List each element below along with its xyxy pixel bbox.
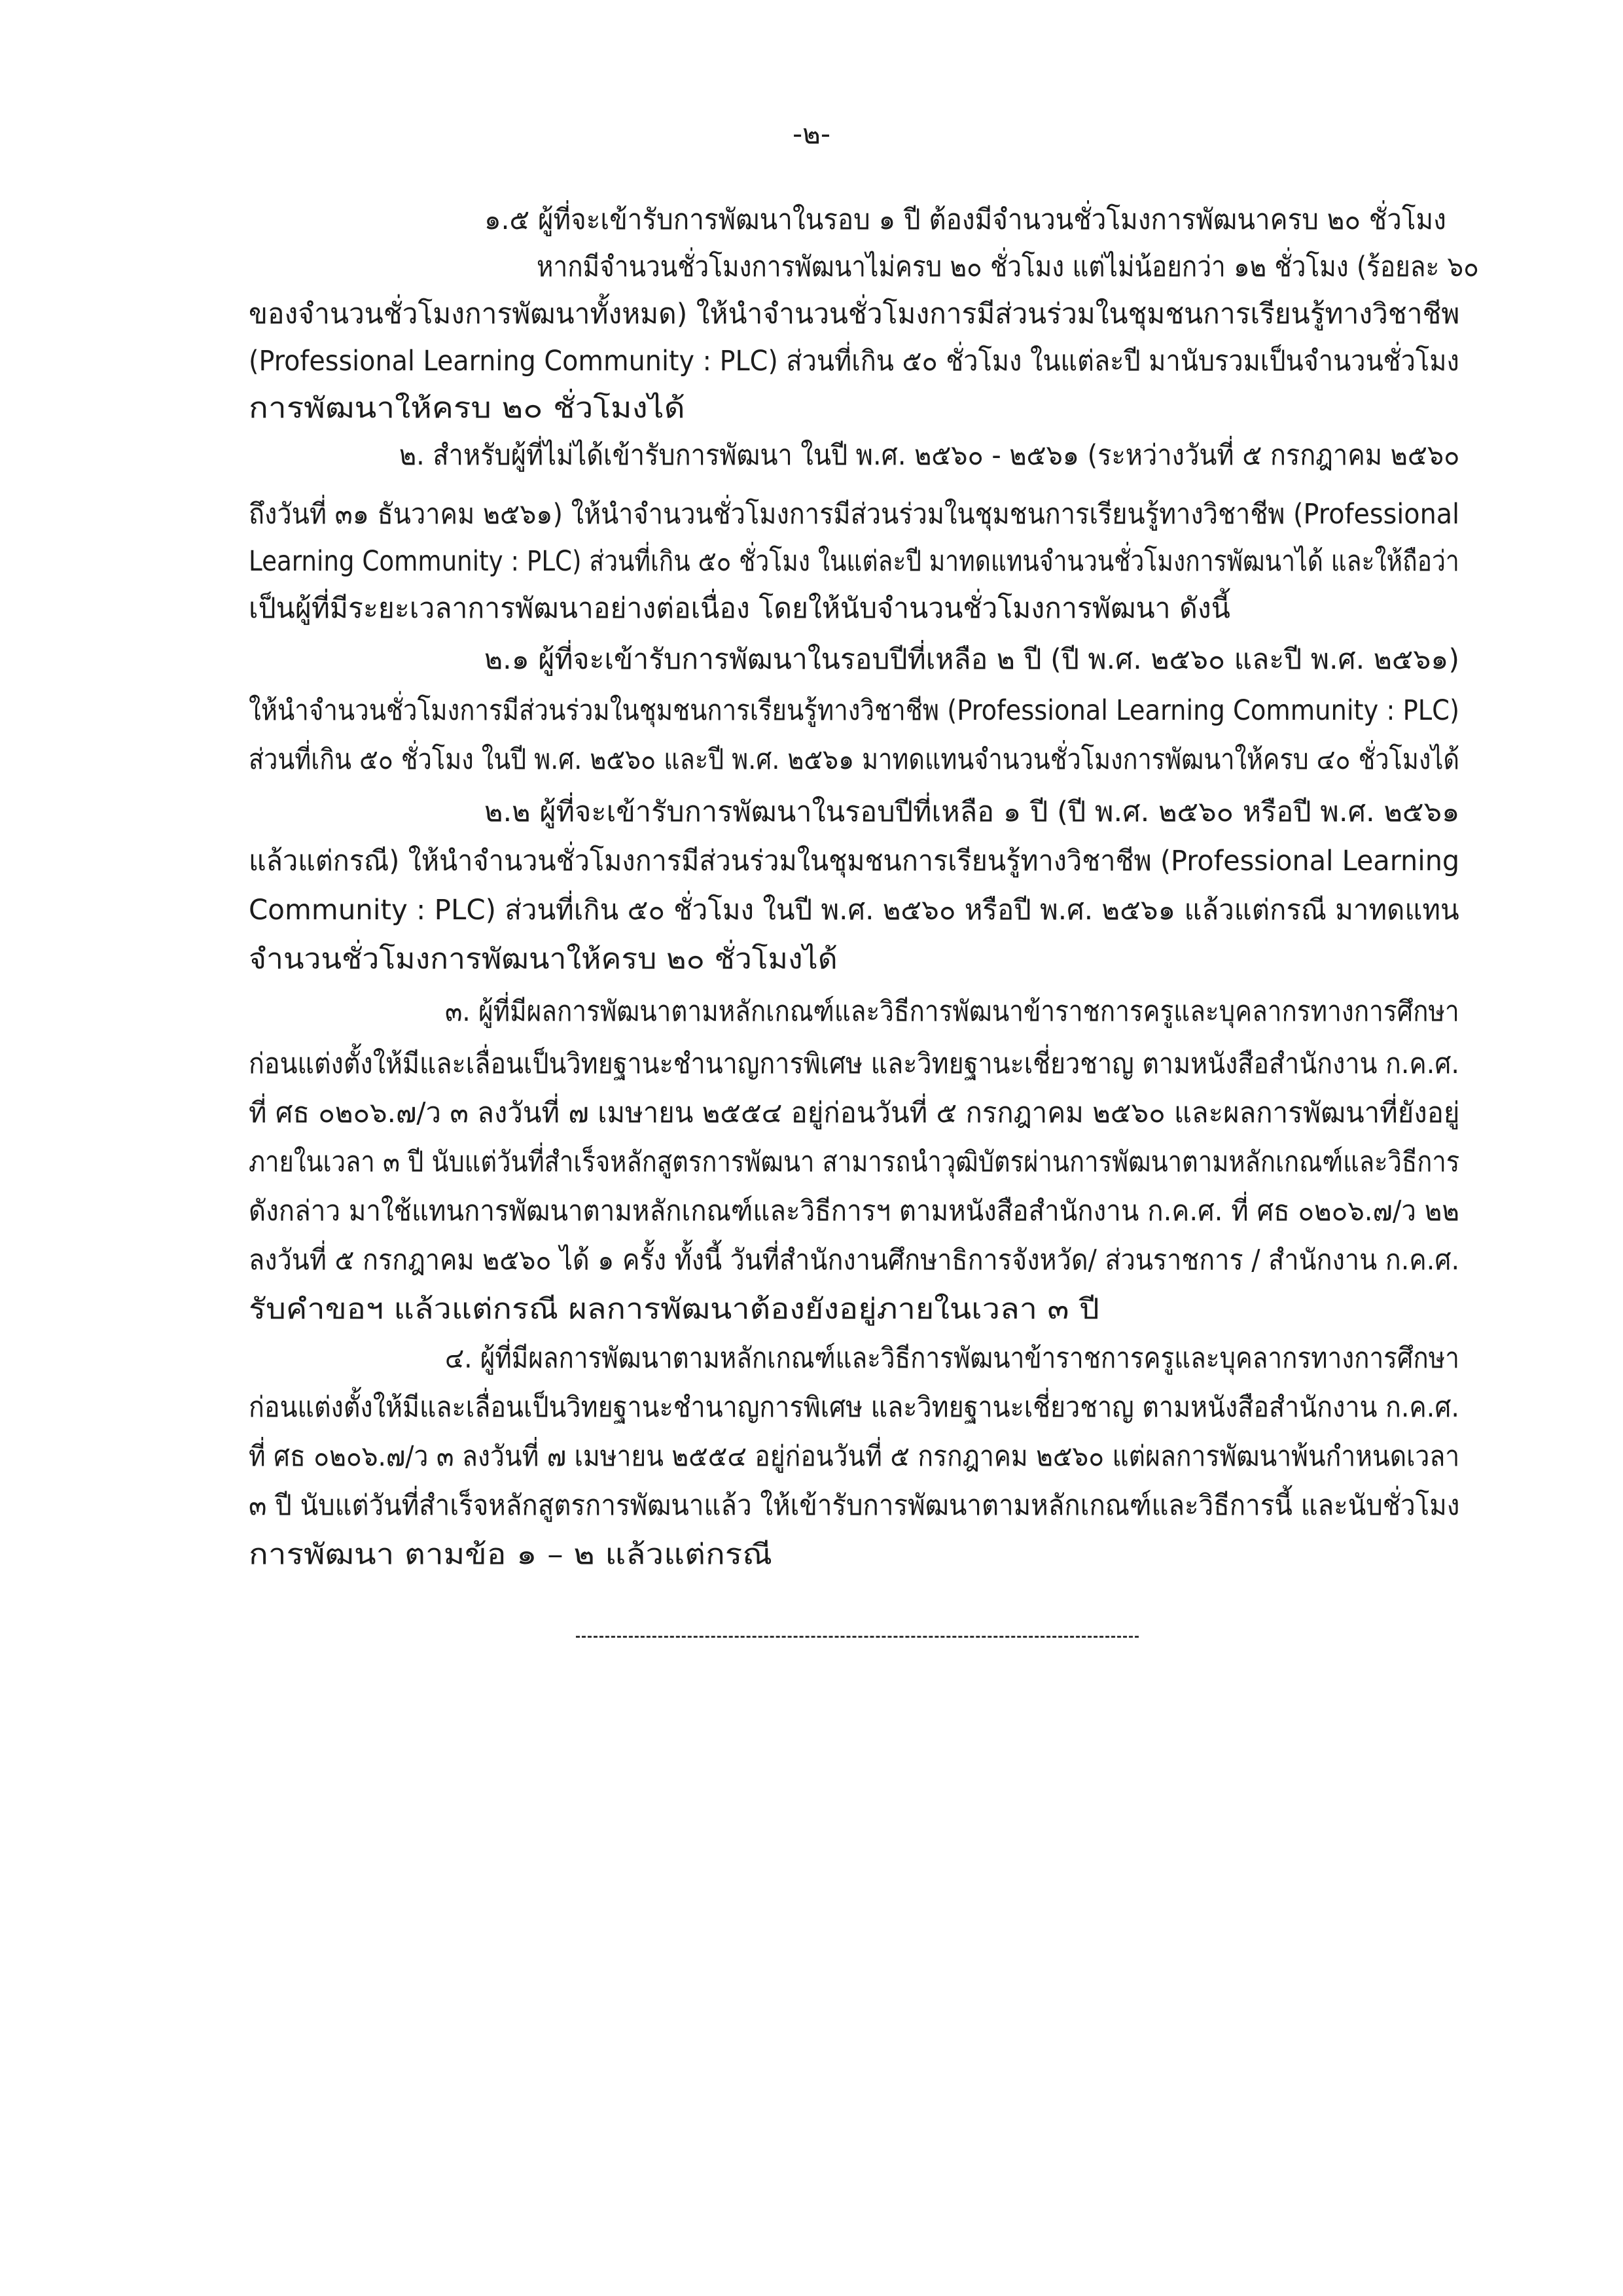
item-1-5-line-2: หากมีจำนวนชั่วโมงการพัฒนาไม่ครบ ๒๐ ชั่วโมง แต่ไม่น้อยกว่า ๑๒ ชั่วโมง (ร้อยละ ๖๐ xyxy=(537,251,1479,283)
item-2-line-1: ๒. สำหรับผู้ที่ไม่ได้เข้ารับการพัฒนา ในปี พ.ศ. ๒๕๖๐ - ๒๕๖๑ (ระหว่างวันที่ ๕ กรกฎาคม ๒๕๖๐ xyxy=(399,439,1460,472)
item-4-line-2: ก่อนแต่งตั้งให้มีและเลื่อนเป็นวิทยฐานะชำนาญการพิเศษ และวิทยฐานะเชี่ยวชาญ ตามหนังสือสำนักงาน ก.ค.ศ. xyxy=(249,1391,1459,1424)
end-divider xyxy=(576,1636,1139,1638)
item-4-line-4: ๓ ปี นับแต่วันที่สำเร็จหลักสูตรการพัฒนาแล้ว ให้เข้ารับการพัฒนาตามหลักเกณฑ์และวิธีการนี้ และนับชั่วโมง xyxy=(249,1489,1460,1522)
item-2-line-4: เป็นผู้ที่มีระยะเวลาการพัฒนาอย่างต่อเนื่อง โดยให้นับจำนวนชั่วโมงการพัฒนา ดังนี้ xyxy=(249,592,1230,625)
item-2-line-2: ถึงวันที่ ๓๑ ธันวาคม ๒๕๖๑) ให้นำจำนวนชั่วโมงการมีส่วนร่วมในชุมชนการเรียนรู้ทางวิชาชีพ (Professional xyxy=(249,498,1460,531)
item-1-5-line-1: ๑.๕ ผู้ที่จะเข้ารับการพัฒนาในรอบ ๑ ปี ต้องมีจำนวนชั่วโมงการพัฒนาครบ ๒๐ ชั่วโมง xyxy=(484,203,1446,236)
item-2-2-line-1: ๒.๒ ผู้ที่จะเข้ารับการพัฒนาในรอบปีที่เหลือ ๑ ปี (ปี พ.ศ. ๒๕๖๐ หรือปี พ.ศ. ๒๕๖๑ xyxy=(484,796,1460,828)
page-number: -๒- xyxy=(793,118,830,150)
item-2-2-line-3: Community : PLC) ส่วนที่เกิน ๕๐ ชั่วโมง ในปี พ.ศ. ๒๕๖๐ หรือปี พ.ศ. ๒๕๖๑ แล้วแต่กรณี มาทดแทน xyxy=(249,894,1459,927)
item-2-1-line-1: ๒.๑ ผู้ที่จะเข้ารับการพัฒนาในรอบปีที่เหลือ ๒ ปี (ปี พ.ศ. ๒๕๖๐ และปี พ.ศ. ๒๕๖๑) xyxy=(484,643,1460,676)
item-3-line-6: ลงวันที่ ๕ กรกฎาคม ๒๕๖๐ ได้ ๑ ครั้ง ทั้งนี้ วันที่สำนักงานศึกษาธิการจังหวัด/ ส่วนราชการ / สำนักงาน ก.ค.ศ. xyxy=(249,1244,1460,1277)
item-1-5-line-4: (Professional Learning Community : PLC) ส่วนที่เกิน ๕๐ ชั่วโมง ในแต่ละปี มานับรวมเป็นจำนวนชั่วโมง xyxy=(249,345,1459,378)
item-4-line-5: การพัฒนา ตามข้อ ๑ – ๒ แล้วแต่กรณี xyxy=(249,1538,772,1571)
item-4-line-1: ๔. ผู้ที่มีผลการพัฒนาตามหลักเกณฑ์และวิธีการพัฒนาข้าราชการครูและบุคลากรทางการศึกษา xyxy=(445,1342,1459,1375)
item-3-line-7: รับคำขอฯ แล้วแต่กรณี ผลการพัฒนาต้องยังอยู่ภายในเวลา ๓ ปี xyxy=(249,1293,1099,1326)
item-3-line-3: ที่ ศธ ๐๒๐๖.๗/ว ๓ ลงวันที่ ๗ เมษายน ๒๕๕๔ อยู่ก่อนวันที่ ๕ กรกฎาคม ๒๕๖๐ และผลการพัฒนาที่ยังอยู่ xyxy=(249,1097,1460,1129)
item-1-5-line-5: การพัฒนาให้ครบ ๒๐ ชั่วโมงได้ xyxy=(249,392,685,425)
item-3-line-5: ดังกล่าว มาใช้แทนการพัฒนาตามหลักเกณฑ์และวิธีการฯ ตามหนังสือสำนักงาน ก.ค.ศ. ที่ ศธ ๐๒๐๖.๗/ว ๒๒ xyxy=(249,1195,1459,1227)
item-3-line-2: ก่อนแต่งตั้งให้มีและเลื่อนเป็นวิทยฐานะชำนาญการพิเศษ และวิทยฐานะเชี่ยวชาญ ตามหนังสือสำนักงาน ก.ค.ศ. xyxy=(249,1048,1459,1080)
item-3-line-4: ภายในเวลา ๓ ปี นับแต่วันที่สำเร็จหลักสูตรการพัฒนา สามารถนำวุฒิบัตรผ่านการพัฒนาตามหลักเกณฑ์และวิธีการ xyxy=(249,1146,1460,1178)
item-2-line-3: Learning Community : PLC) ส่วนที่เกิน ๕๐ ชั่วโมง ในแต่ละปี มาทดแทนจำนวนชั่วโมงการพัฒนาได้ และให้ถือว่า xyxy=(249,545,1459,578)
item-4-line-3: ที่ ศธ ๐๒๐๖.๗/ว ๓ ลงวันที่ ๗ เมษายน ๒๕๕๔ อยู่ก่อนวันที่ ๕ กรกฎาคม ๒๕๖๐ แต่ผลการพัฒนาพ้นกำหนดเวลา xyxy=(249,1440,1460,1473)
item-2-1-line-3: ส่วนที่เกิน ๕๐ ชั่วโมง ในปี พ.ศ. ๒๕๖๐ และปี พ.ศ. ๒๕๖๑ มาทดแทนจำนวนชั่วโมงการพัฒนาให้ครบ ๔๐ ชั่วโมงได้ xyxy=(249,743,1460,776)
item-3-line-1: ๓. ผู้ที่มีผลการพัฒนาตามหลักเกณฑ์และวิธีการพัฒนาข้าราชการครูและบุคลากรทางการศึกษา xyxy=(445,995,1459,1028)
item-2-2-line-4: จำนวนชั่วโมงการพัฒนาให้ครบ ๒๐ ชั่วโมงได้ xyxy=(249,943,838,976)
item-2-2-line-2: แล้วแต่กรณี) ให้นำจำนวนชั่วโมงการมีส่วนร่วมในชุมชนการเรียนรู้ทางวิชาชีพ (Professional Learning xyxy=(249,845,1460,877)
item-2-1-line-2: ให้นำจำนวนชั่วโมงการมีส่วนร่วมในชุมชนการเรียนรู้ทางวิชาชีพ (Professional Learning Community : PLC) xyxy=(249,694,1459,727)
item-1-5-line-3: ของจำนวนชั่วโมงการพัฒนาทั้งหมด) ให้นำจำนวนชั่วโมงการมีส่วนร่วมในชุมชนการเรียนรู้ทางวิชาชีพ xyxy=(249,298,1460,330)
